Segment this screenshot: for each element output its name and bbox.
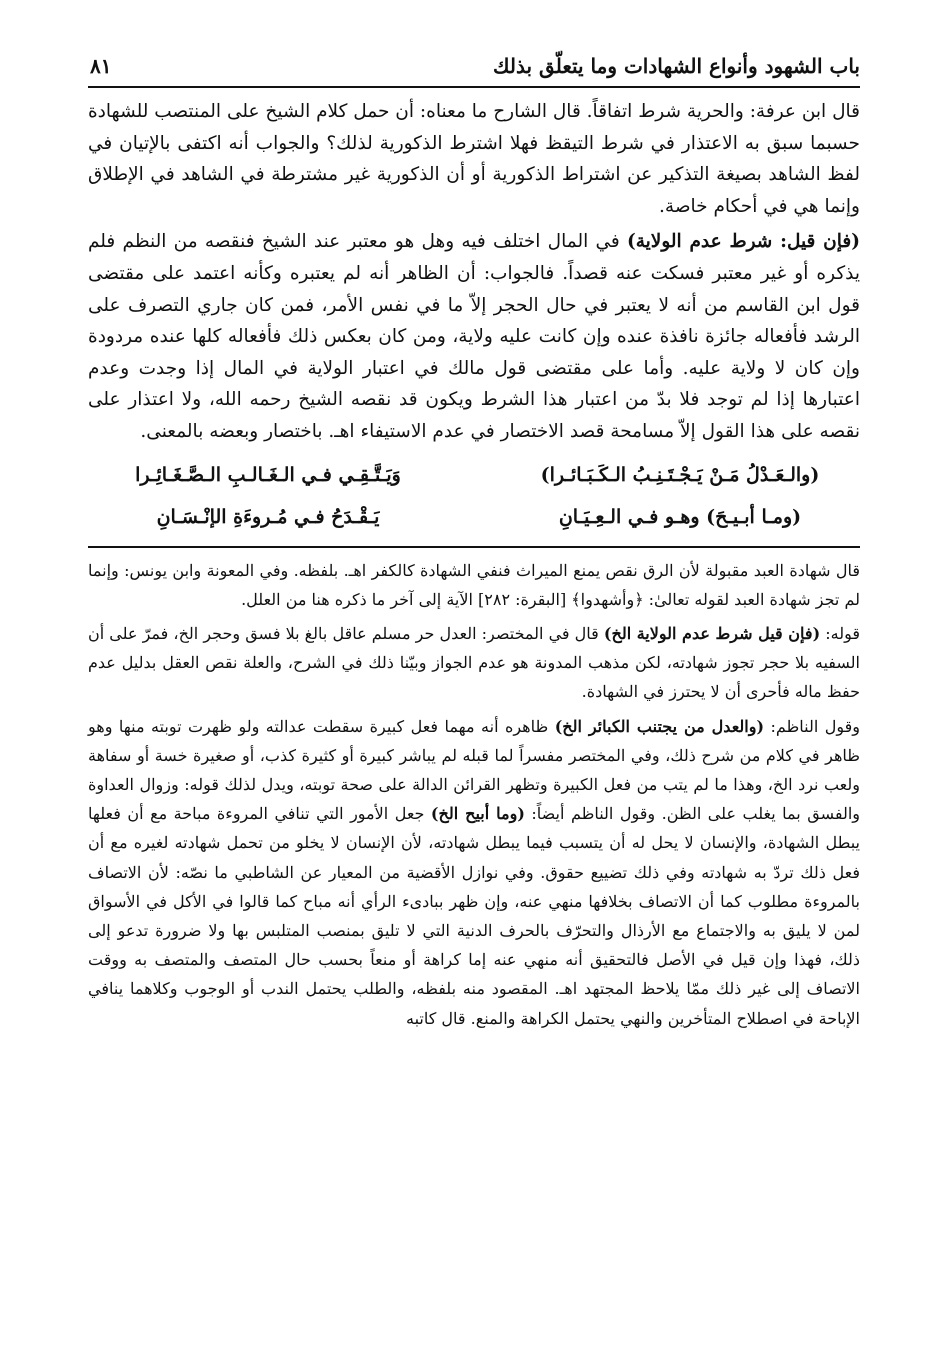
book-page [88, 42, 860, 1033]
note-2-rest: قال في المختصر: العدل حر مسلم عاقل بالغ بلا فسق وحجر الخ، فمرّ على أن السفيه بلا حجر تجوز شهادته، لكن مذهب المدونة هو عدم الجواز وبيّنا ذلك في الشرح، والعلة نقص العقل بدليل عدم حفظ ماله فأحرى أن لا يحترز في الشهادة. [88, 623, 860, 702]
note-3-bold-2: (وما أبيح الخ) [430, 804, 525, 824]
poem-verse-2 [88, 496, 860, 538]
verse-2-first-hemistich: (ومـا أبـيـحَ) وهـو فـي الـعِـيَـانِ [558, 505, 802, 528]
page-number: ٨١ [90, 54, 112, 78]
note-2-lead: قوله: [820, 623, 861, 643]
main-paragraph-2-open: (فإن قيل: [772, 231, 861, 253]
main-paragraph-2-rest: في المال اختلف فيه وهل هو معتبر عند الشيخ فنقصه من النظم فلم يذكره أو غير معتبر فسكت عنه قصداً. فالجواب: أن الظاهر أنه لم يعتبره وكأنه اعتمد على مقتضى قول ابن القاسم من أنه لا يعتبر في حال الحجر إلاّ ما في نفس الأمر، فمن كان جاري التصرف على الرشد فأفعاله جائزة نافذة عنده وإن كانت عليه ولاية، ومن كان بعكس ذلك فأفعاله كلها عنده مردودة وإن كان لا ولاية عليه. وأما على مقتضى قول مالك في اعتبار الولاية في المال إذا وجدت وعدم اعتبارها إذا لم توجد فلا بدّ من اعتبار هذا الشرط ويكون قد نقصه الشيخ رحمه الله، ولا اعتذار على نقصه على هذا القول إلاّ مسامحة قصد الاختصار في عدم الاستيفاء اهـ. باختصار وبعضه بالمعنى. [88, 231, 860, 442]
footnote-divider [88, 546, 860, 548]
verse-2-second-hemistich: يَـقْـدَحُ فـي مُـروءَةِ الإنْـسَـانِ [156, 505, 380, 528]
note-3-rest: جعل الأمور التي تنافي المروءة مباحة مع أن فعلها يبطل الشهادة، والإنسان لا يحل له أن يتسبب فيما يبطل شهادته، لأن الإنسان لا يخلو من تحمل شهادته لغيره مع أن فعل ذلك تردّ به شهادته وفي ذلك تضييع حقوق. وفي نوازل الأقضية من المعيار عن الشاطبي ما نصّه: لأن الاتصاف بالمروءة مطلوب كما أن الاتصاف بخلافها منهي عنه، وإن ظهر ببادىء الرأي أنه مباح كما قالوا في الأكل في الأسواق لمن لا يليق به والاجتماع مع الأرذال والتحرّف بالحرف الدنية التي لا تليق بمنصب المتلبس بها ولا ضرورة تدعو إلى ذلك، فهذا وإن قيل في الأصل فالتحقيق أنه منهي عنه إما كراهة أو منعاً بحسب حال المتصف والمتصف به ووقت الاتصاف إلى غير ذلك ممّا يلاحظ المجتهد اهـ. المقصود منه بلفظه، والطلب يحتمل الندب أو الوجوب وكلاهما ينافي الإباحة في اصطلاح المتأخرين والنهي يحتمل الكراهة والمنع. قال كاتبه [88, 804, 860, 1028]
main-paragraph-1: قال ابن عرفة: والحرية شرط اتفاقاً. قال الشارح ما معناه: أن حمل كلام الشيخ على المنتصب للشهادة حسبما سبق به الاعتذار في شرط التيقظ فهلا اشترط الذكورية لذلك؟ والجواب أنه اكتفى بالإتيان في لفظ الشاهد بصيغة التذكير عن اشتراط الذكورية أو أن الذكورية غير مشترطة في الشاهد في الإطلاق وإنما هي في أحكام خاصة. [87, 101, 860, 217]
main-paragraph-2-bold: شرط عدم الولاية) [626, 231, 773, 253]
commentary-notes [88, 556, 860, 1033]
verse-1-second-hemistich: وَيَـتَّـقِـي فـي الـغَـالـبِ الـصَّـغَـائِـرا [135, 463, 401, 486]
chapter-title: باب الشهود وأنواع الشهادات وما يتعلّق بذلك [493, 54, 860, 78]
poem-verses [88, 454, 860, 538]
main-paragraph-2 [88, 226, 860, 447]
note-3-bold: (والعدل من يجتنب الكبائر الخ) [554, 716, 765, 736]
note-3-mid: ظاهره أنه مهما فعل كبيرة سقطت عدالته ولو ظهرت توبته منها وهو ظاهر في كلام من شرح ذلك، وفي المختصر مفسراً لما قبله لم يباشر كبيرة أو كثيرة كذب، أو صغيرة خسة أو سفاهة ولعب نرد الخ، وهذا ما لم يتب من فعل الكبيرة وتظهر القرائن الدالة على صحة توبته، ويدل لذلك قوله: وزوال العداوة والفسق بما يغلب على الظن. وقول الناظم أيضاً: [88, 716, 861, 824]
running-header [88, 42, 860, 88]
note-2-bold: (فإن قيل شرط عدم الولاية الخ) [603, 623, 821, 643]
note-paragraph-1: قال شهادة العبد مقبولة لأن الرق نقص يمنع الميراث فنفي الشهادة كالكفر اهـ. بلفظه. وفي المعونة وابن يونس: وإنما لم تجز شهادة العبد لقوله تعالىٰ: ﴿وأشهدوا﴾ [البقرة: ٢٨٢] الآية إلى آخر ما ذكره هنا من العلل. [88, 560, 860, 609]
note-paragraph-3 [88, 712, 860, 1033]
note-3-lead: وقول الناظم: [764, 716, 861, 736]
note-paragraph-2 [88, 619, 860, 707]
poem-verse-1 [88, 454, 860, 496]
main-text [88, 96, 860, 448]
verse-1-first-hemistich: (والـعَـدْلُ مَـنْ يَـجْـتَـنِـبُ الـكَـبَـائـرا) [540, 463, 820, 486]
